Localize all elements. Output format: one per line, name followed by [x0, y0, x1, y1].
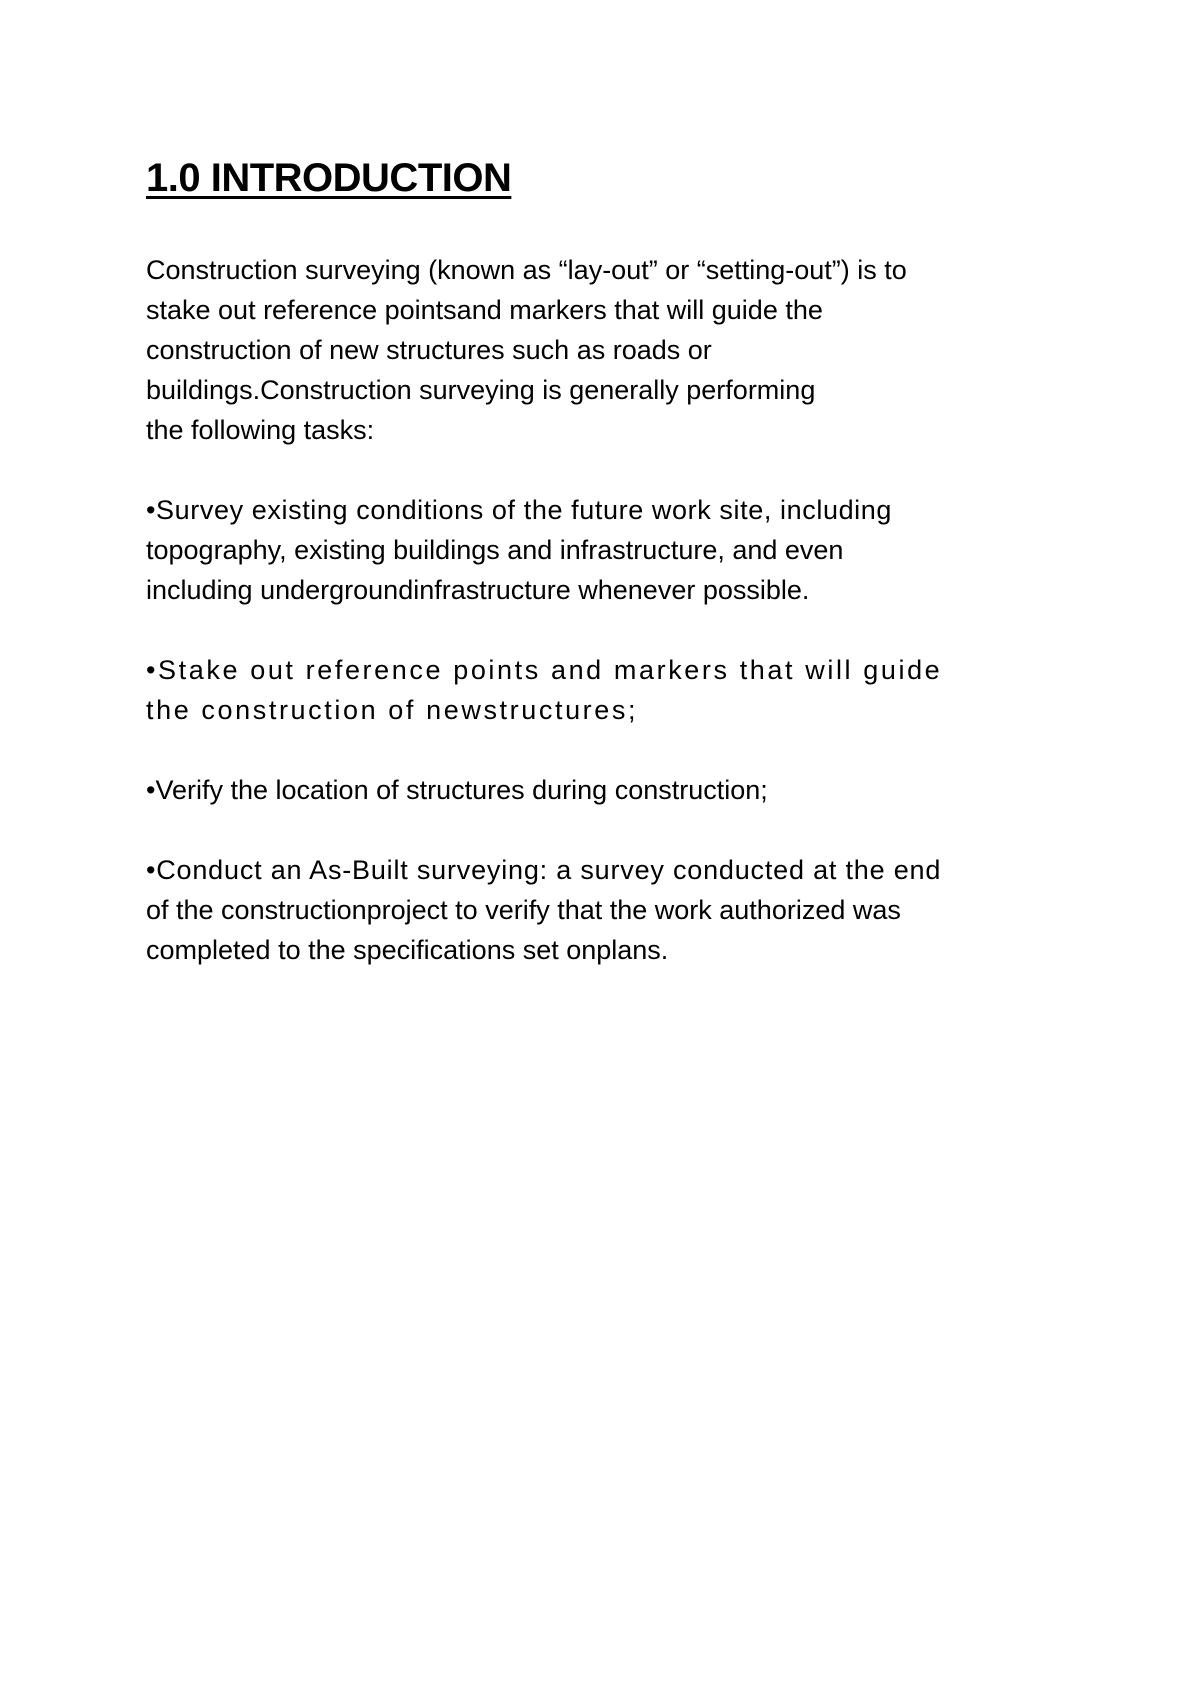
- document-content: [146, 150, 1086, 970]
- bullet-as-built: [146, 850, 1086, 970]
- bullet-verify-location: [146, 770, 1086, 810]
- intro-line: construction of new structures such as roads or: [146, 335, 712, 365]
- bullet-line: of the constructionproject to verify that the work authorized was: [146, 895, 901, 925]
- bullet-line: •Conduct an As-Built surveying: a survey conducted at the end: [146, 855, 942, 885]
- intro-line: buildings.Construction surveying is generally performing: [146, 375, 816, 405]
- intro-line: the following tasks:: [146, 415, 375, 445]
- paragraph-gap: [146, 450, 1086, 490]
- bullet-line: the construction of newstructures;: [146, 695, 639, 725]
- bullet-line: including undergroundinfrastructure whenever possible.: [146, 575, 810, 605]
- bullet-line: •Stake out reference points and markers that will guide: [146, 655, 943, 685]
- bullet-line: completed to the specifications set onplans.: [146, 935, 669, 965]
- paragraph-gap: [146, 610, 1086, 650]
- bullet-line: •Survey existing conditions of the future work site, including: [146, 495, 893, 525]
- intro-line: stake out reference pointsand markers that will guide the: [146, 295, 823, 325]
- bullet-stake-out: [146, 650, 1086, 730]
- bullet-survey-existing: [146, 490, 1086, 610]
- intro-line: Construction surveying (known as “lay-out” or “setting-out”) is to: [146, 255, 907, 285]
- paragraph-gap: [146, 730, 1086, 770]
- paragraph-gap: [146, 810, 1086, 850]
- section-heading: 1.0 INTRODUCTION: [146, 156, 512, 200]
- bullet-line: topography, existing buildings and infrastructure, and even: [146, 535, 844, 565]
- bullet-line: •Verify the location of structures during construction;: [146, 775, 768, 805]
- intro-paragraph: [146, 250, 1086, 450]
